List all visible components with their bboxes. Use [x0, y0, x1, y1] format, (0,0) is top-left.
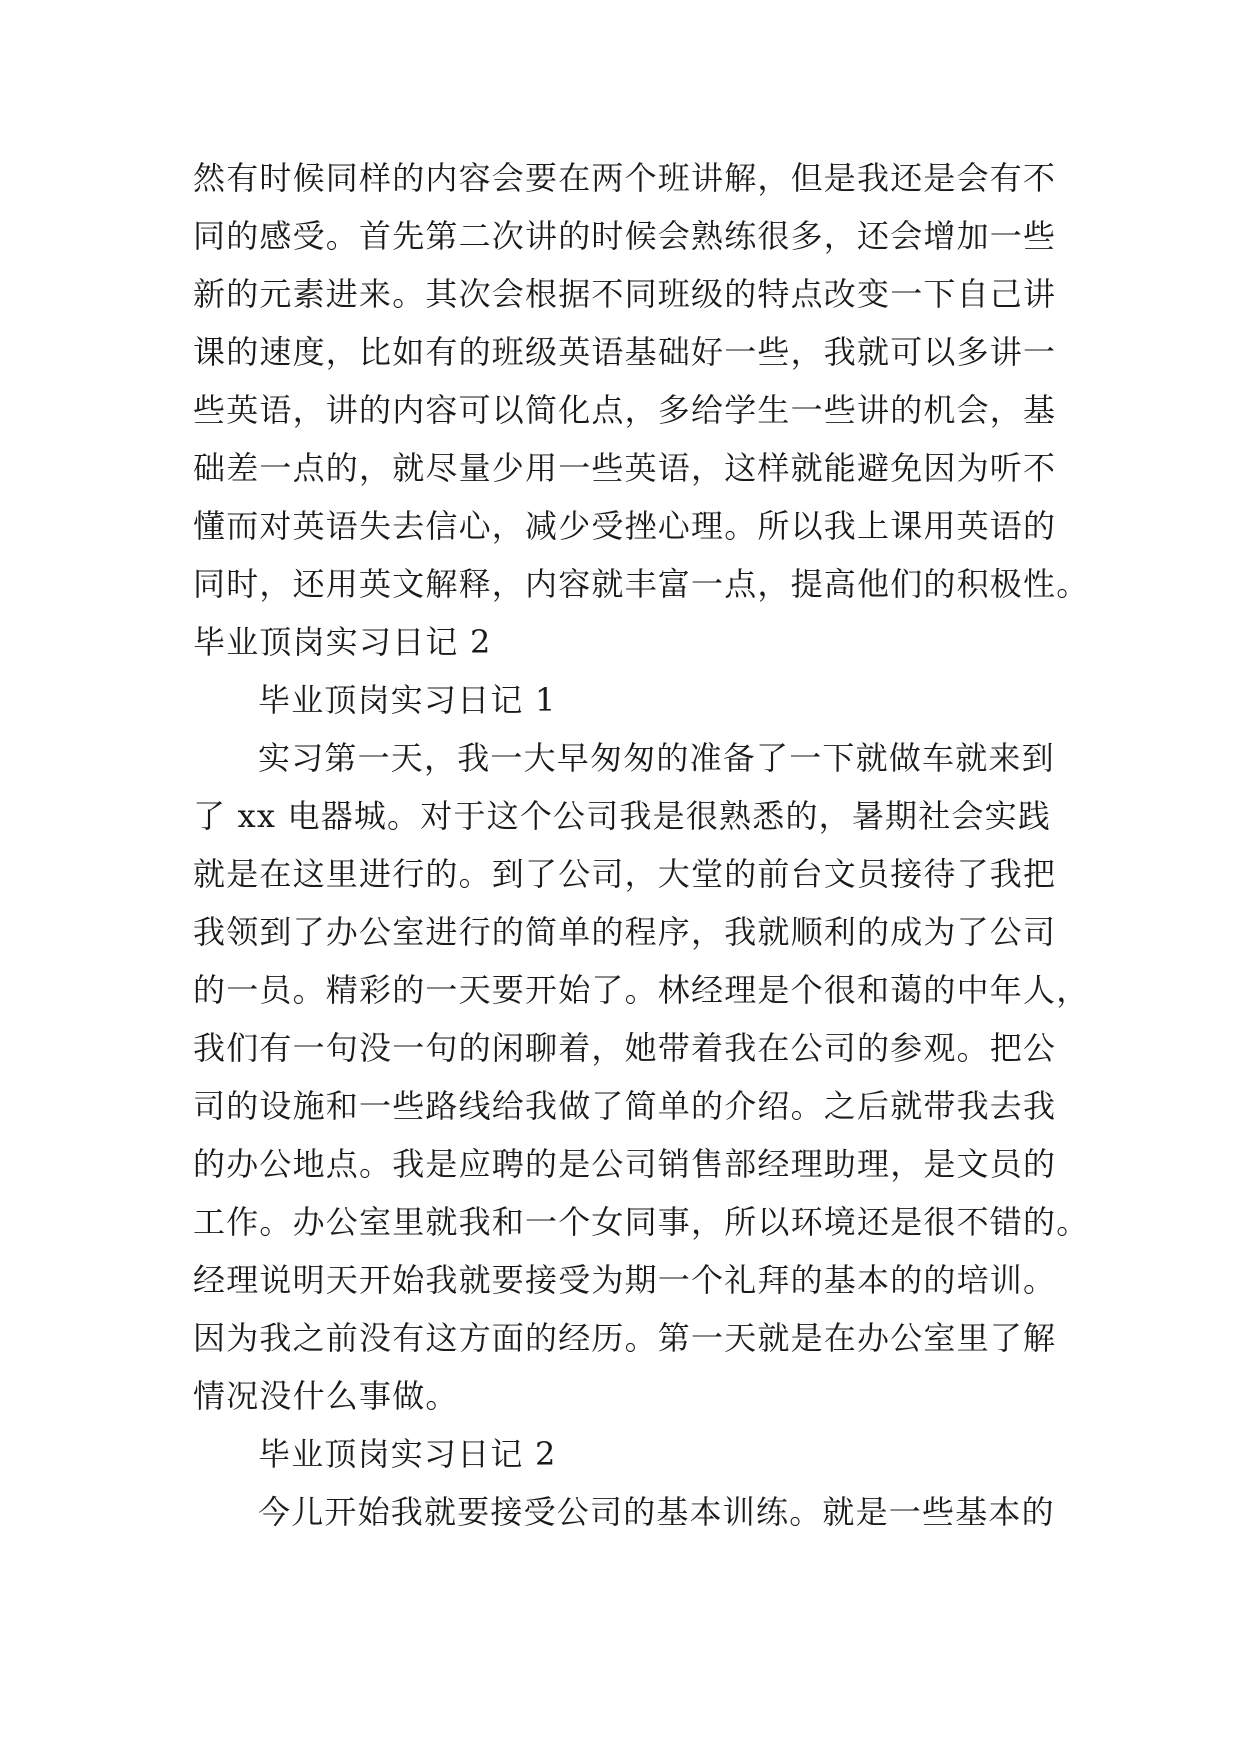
paragraph-line: 些英语，讲的内容可以简化点，多给学生一些讲的机会，基: [193, 391, 1057, 429]
section-title: 毕业顶岗实习日记 2: [193, 623, 492, 661]
diary-heading: 毕业顶岗实习日记 2: [258, 1435, 557, 1473]
paragraph-line: 然有时候同样的内容会要在两个班讲解，但是我还是会有不: [193, 159, 1057, 197]
paragraph-line: 就是在这里进行的。到了公司，大堂的前台文员接待了我把: [193, 855, 1057, 893]
paragraph-line: 的办公地点。我是应聘的是公司销售部经理助理，是文员的: [193, 1145, 1057, 1183]
paragraph-line: 实习第一天，我一大早匆匆的准备了一下就做车就来到: [258, 739, 1055, 777]
paragraph-line: 的一员。精彩的一天要开始了。林经理是个很和蔼的中年人，: [193, 971, 1090, 1009]
paragraph-line: 情况没什么事做。: [193, 1377, 459, 1415]
paragraph-line: 同时，还用英文解释，内容就丰富一点，提高他们的积极性。: [193, 565, 1090, 603]
paragraph-line: 我们有一句没一句的闲聊着，她带着我在公司的参观。把公: [193, 1029, 1057, 1067]
paragraph-line: 我领到了办公室进行的简单的程序，我就顺利的成为了公司: [193, 913, 1057, 951]
paragraph-line: 懂而对英语失去信心，减少受挫心理。所以我上课用英语的: [193, 507, 1057, 545]
paragraph-line: 了 xx 电器城。对于这个公司我是很熟悉的，暑期社会实践: [193, 797, 1052, 835]
paragraph-line: 司的设施和一些路线给我做了简单的介绍。之后就带我去我: [193, 1087, 1057, 1125]
paragraph-line: 新的元素进来。其次会根据不同班级的特点改变一下自己讲: [193, 275, 1057, 313]
paragraph-line: 课的速度，比如有的班级英语基础好一些，我就可以多讲一: [193, 333, 1057, 371]
diary-heading: 毕业顶岗实习日记 1: [258, 681, 557, 719]
paragraph-line: 今儿开始我就要接受公司的基本训练。就是一些基本的: [258, 1493, 1055, 1531]
paragraph-line: 同的感受。首先第二次讲的时候会熟练很多，还会增加一些: [193, 217, 1057, 255]
paragraph-line: 础差一点的，就尽量少用一些英语，这样就能避免因为听不: [193, 449, 1057, 487]
paragraph-line: 经理说明天开始我就要接受为期一个礼拜的基本的的培训。: [193, 1261, 1057, 1299]
paragraph-line: 因为我之前没有这方面的经历。第一天就是在办公室里了解: [193, 1319, 1057, 1357]
paragraph-line: 工作。办公室里就我和一个女同事，所以环境还是很不错的。: [193, 1203, 1090, 1241]
